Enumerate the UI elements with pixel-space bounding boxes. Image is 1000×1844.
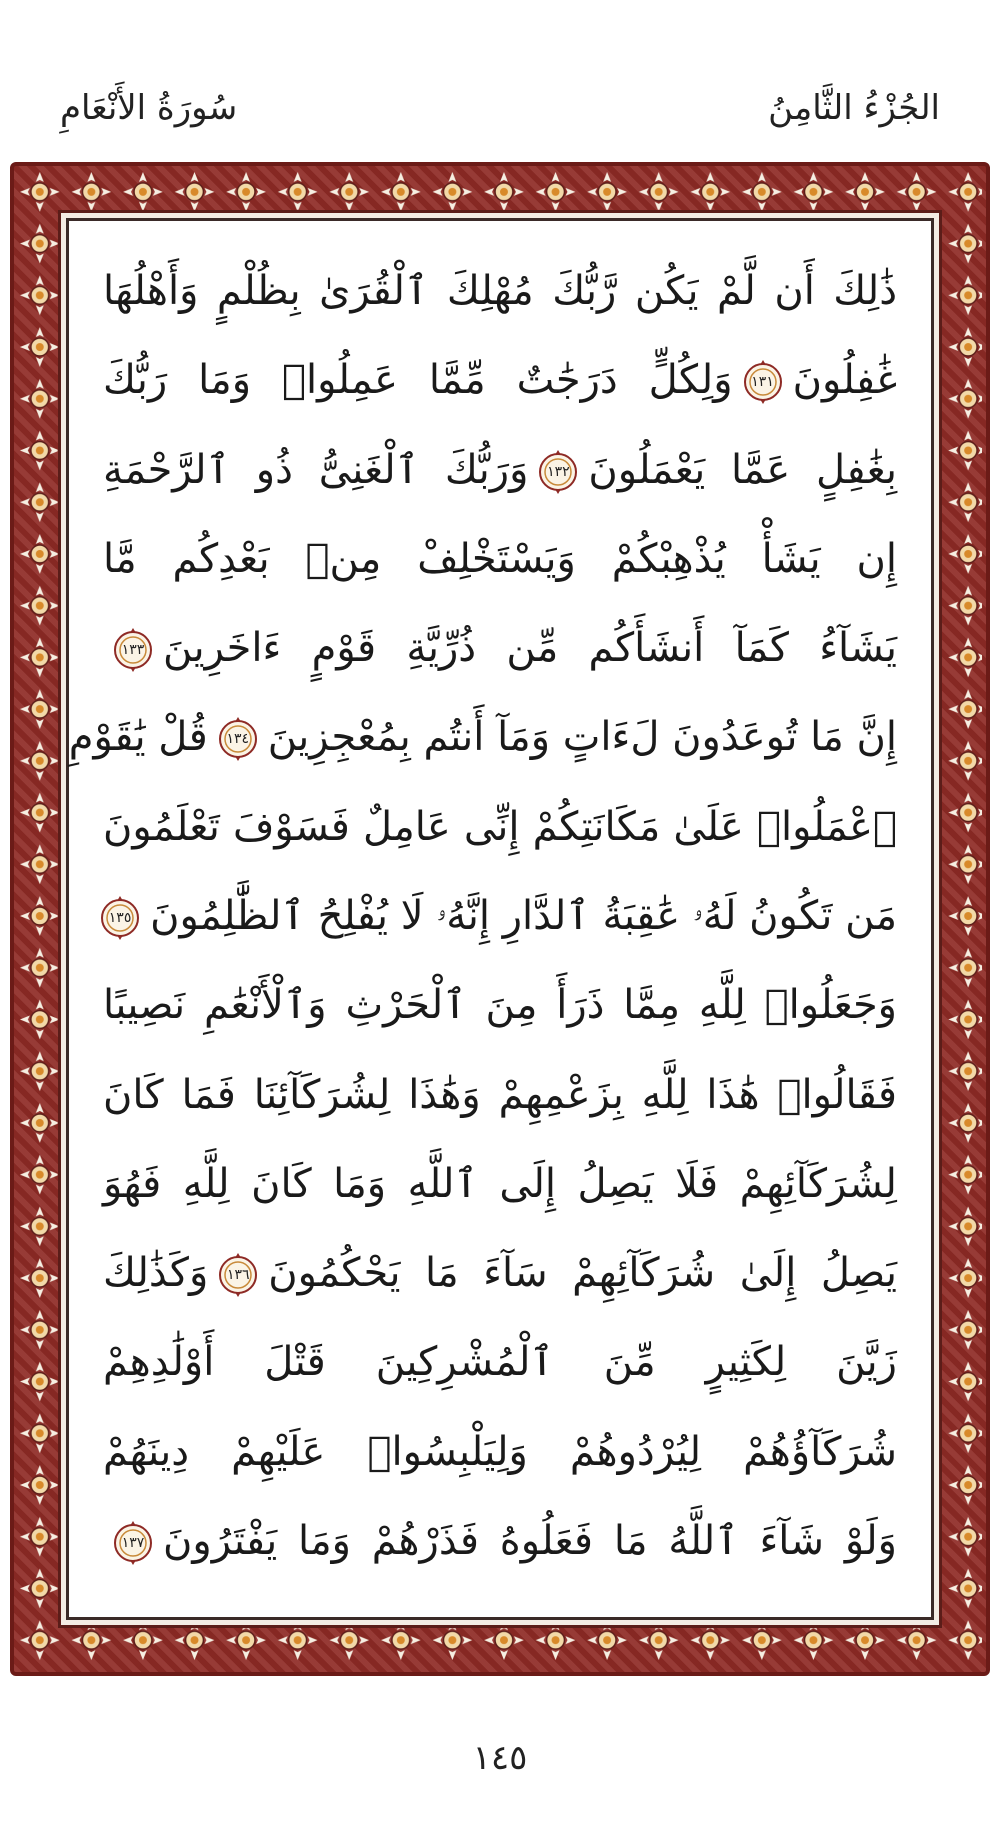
ayah-marker-icon <box>214 715 262 763</box>
juz-title: الجُزْءُ الثَّامِنُ <box>768 88 940 128</box>
verse-text-block <box>68 251 901 1587</box>
verse-text: وَلِكُلٍّ دَرَجَٰتٌ مِّمَّا عَمِلُوا۟ وَمَا رَبُّكَ <box>103 357 733 404</box>
ayah-marker-icon <box>109 1519 157 1567</box>
verse-text: وَجَعَلُوا۟ لِلَّهِ مِمَّا ذَرَأَ مِنَ ٱلْحَرْثِ وَٱلْأَنْعَٰمِ نَصِيبًا <box>103 982 897 1029</box>
verse-line <box>99 340 901 426</box>
page-header <box>0 88 1000 148</box>
verse-text: إِن يَشَأْ يُذْهِبْكُمْ وَيَسْتَخْلِفْ مِنۢ بَعْدِكُم مَّا <box>103 535 897 582</box>
verse-line <box>99 251 901 337</box>
verse-text: زَيَّنَ لِكَثِيرٍ مِّنَ ٱلْمُشْرِكِينَ قَتْلَ أَوْلَٰدِهِمْ <box>103 1339 897 1386</box>
verse-text: يَصِلُ إِلَىٰ شُرَكَآئِهِمْ سَآءَ مَا يَحْكُمُونَ <box>268 1250 897 1297</box>
verse-text: ٱعْمَلُوا۟ عَلَىٰ مَكَانَتِكُمْ إِنِّى عَامِلٌ فَسَوْفَ تَعْلَمُونَ <box>103 803 897 850</box>
verse-text: إِنَّ مَا تُوعَدُونَ لَءَاتٍ وَمَآ أَنتُم بِمُعْجِزِينَ <box>267 714 897 761</box>
ayah-number: ١٣٥ <box>108 909 132 926</box>
verse-line <box>99 1055 901 1141</box>
verse-line <box>99 608 901 694</box>
verse-line <box>99 965 901 1051</box>
verse-line <box>99 1412 901 1498</box>
verse-text: يَشَآءُ كَمَآ أَنشَأَكُم مِّن ذُرِّيَّةِ قَوْمٍ ءَاخَرِينَ <box>163 625 897 672</box>
ayah-marker-icon <box>214 1251 262 1299</box>
verse-text: وَرَبُّكَ ٱلْغَنِىُّ ذُو ٱلرَّحْمَةِ <box>103 446 529 493</box>
verse-text: وَلَوْ شَآءَ ٱللَّهُ مَا فَعَلُوهُ فَذَرْهُمْ وَمَا يَفْتَرُونَ <box>163 1517 897 1564</box>
ayah-marker-icon <box>739 358 787 406</box>
verse-text: فَقَالُوا۟ هَٰذَا لِلَّهِ بِزَعْمِهِمْ وَهَٰذَا لِشُرَكَآئِنَا فَمَا كَانَ <box>103 1071 897 1118</box>
ornamental-frame <box>10 162 990 1676</box>
ayah-marker-icon <box>109 626 157 674</box>
verse-line <box>99 519 901 605</box>
verse-text: بِغَٰفِلٍ عَمَّا يَعْمَلُونَ <box>588 446 897 493</box>
verse-line <box>99 1233 901 1319</box>
ayah-marker-icon <box>96 894 144 942</box>
page-number: ١٤٥ <box>472 1738 528 1778</box>
ayah-number: ١٣٧ <box>121 1534 145 1551</box>
verse-text: ذَٰلِكَ أَن لَّمْ يَكُن رَّبُّكَ مُهْلِكَ ٱلْقُرَىٰ بِظُلْمٍ وَأَهْلُهَا <box>103 268 897 314</box>
ayah-marker-icon <box>534 448 582 496</box>
verse-text: غَٰفِلُونَ <box>792 357 897 404</box>
verse-text: قُلْ يَٰقَوْمِ <box>68 714 208 761</box>
ayah-number: ١٣٤ <box>226 731 249 748</box>
ayah-number: ١٣١ <box>751 374 774 391</box>
verse-text: وَكَذَٰلِكَ <box>103 1250 209 1297</box>
verse-line <box>99 430 901 516</box>
verse-text: شُرَكَآؤُهُمْ لِيُرْدُوهُمْ وَلِيَلْبِسُوا۟ عَلَيْهِمْ دِينَهُمْ <box>103 1428 897 1475</box>
verse-line <box>99 1501 901 1587</box>
verse-line <box>99 876 901 962</box>
verse-line <box>99 1144 901 1230</box>
ayah-number: ١٣٣ <box>121 642 145 659</box>
text-panel <box>66 218 934 1620</box>
ayah-number: ١٣٢ <box>547 463 570 480</box>
surah-title: سُورَةُ الأَنْعَامِ <box>60 88 238 128</box>
ayah-number: ١٣٦ <box>226 1267 250 1284</box>
verse-line <box>99 787 901 873</box>
verse-text: لِشُرَكَآئِهِمْ فَلَا يَصِلُ إِلَى ٱللَّهِ وَمَا كَانَ لِلَّهِ فَهُوَ <box>103 1160 897 1207</box>
verse-text: مَن تَكُونُ لَهُۥ عَٰقِبَةُ ٱلدَّارِ إِنَّهُۥ لَا يُفْلِحُ ٱلظَّٰلِمُونَ <box>150 892 897 939</box>
verse-line <box>99 1322 901 1408</box>
verse-line <box>68 697 901 783</box>
